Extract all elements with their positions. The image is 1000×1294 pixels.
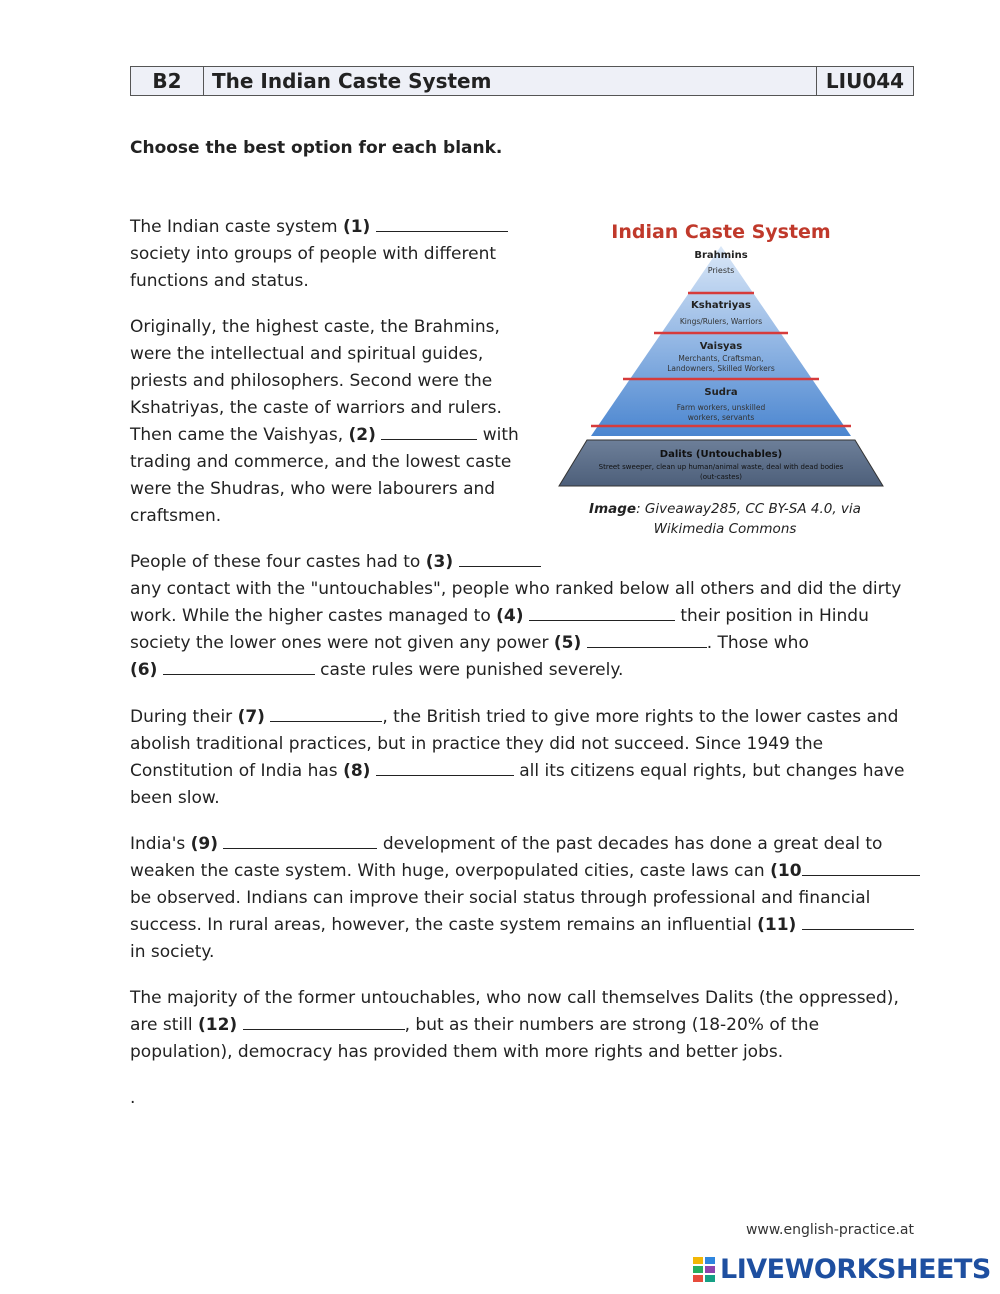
blank-8[interactable] (376, 759, 514, 776)
paragraph-6: The majority of the former untouchables, who now call themselves Dalits (the oppressed), are still (12) , but as their numbers are strong (18-20% of the population), democracy has provided them with more rights and better jobs. (130, 988, 899, 1062)
figure-title: Indian Caste System (611, 221, 831, 243)
svg-text:workers, servants: workers, servants (687, 413, 755, 422)
blank-number-12: (12) (198, 1015, 238, 1035)
blank-number-9: (9) (190, 834, 219, 854)
blank-number-1: (1) (342, 217, 371, 237)
trailing-dot: . (130, 1088, 136, 1108)
instruction: Choose the best option for each blank. (130, 138, 503, 158)
svg-text:Dalits (Untouchables): Dalits (Untouchables) (659, 449, 783, 460)
blank-1[interactable] (376, 215, 508, 232)
svg-text:Kshatriyas: Kshatriyas (691, 300, 751, 311)
svg-text:Vaisyas: Vaisyas (699, 341, 743, 352)
svg-text:(out-castes): (out-castes) (700, 473, 742, 481)
blank-4[interactable] (529, 604, 675, 621)
brand-name: LIVEWORKSHEETS (720, 1253, 991, 1285)
level-cell: B2 (131, 67, 204, 96)
blank-number-8: (8) (343, 761, 371, 781)
blank-number-7: (7) (237, 707, 265, 727)
liveworksheets-brand[interactable] (692, 1252, 991, 1286)
worksheet-header (130, 66, 914, 96)
code-cell: LIU044 (817, 67, 914, 96)
blank-6[interactable] (163, 658, 315, 675)
figure-caption: Image: Giveaway285, CC BY-SA 4.0, via Wikimedia Commons (589, 501, 861, 537)
blank-12[interactable] (243, 1013, 405, 1030)
blank-3[interactable] (459, 550, 541, 567)
footer-url: www.english-practice.at (745, 1222, 914, 1238)
paragraph-5: India's (9) development of the past decades has done a great deal to weaken the caste system. With huge, overpopulated cities, caste laws can (10 be observed. Indians can improve their social status through professional and financial success. In rural areas, however, the caste system remains an influential (11) in society. (130, 831, 930, 966)
blank-number-10: (10 (770, 861, 802, 881)
blank-number-11: (11) (757, 915, 797, 935)
blank-9[interactable] (223, 832, 377, 849)
svg-text:Merchants, Craftsman,: Merchants, Craftsman, (678, 354, 764, 363)
blank-5[interactable] (587, 631, 707, 648)
blank-number-4: (4) (496, 606, 524, 626)
blank-number-3: (3) (425, 552, 454, 572)
svg-text:Brahmins: Brahmins (694, 250, 748, 261)
paragraph-1: The Indian caste system (1) society into groups of people with different functions and status. (130, 214, 530, 295)
paragraph-4: During their (7) , the British tried to give more rights to the lower castes and abolish traditional practices, but in practice they did not succeed. Since 1949 the Constitution of India has (8) all its citizens equal rights, but changes have been slow. (130, 707, 905, 808)
blank-number-6: (6) (130, 660, 158, 680)
paragraph-3: People of these four castes had to (3) any contact with the "untouchables", people who ranked below all others and did the dirty work. While the higher castes managed to (4) their position in Hindu society the lower ones were not given any power (5) . Those who (6) caste rules were punished severely. (130, 552, 902, 680)
svg-text:Farm workers, unskilled: Farm workers, unskilled (676, 403, 766, 412)
blank-11[interactable] (802, 913, 914, 930)
blank-number-5: (5) (553, 633, 582, 653)
blank-2[interactable] (381, 423, 477, 440)
caste-pyramid-svg (553, 214, 889, 488)
svg-text:Street sweeper, clean up human: Street sweeper, clean up human/animal waste, deal with dead bodies (598, 463, 844, 471)
svg-text:Landowners, Skilled Workers: Landowners, Skilled Workers (667, 364, 775, 373)
blank-10[interactable] (802, 859, 920, 876)
blank-number-2: (2) (348, 425, 376, 445)
blank-7[interactable] (270, 705, 382, 722)
title-cell: The Indian Caste System (204, 67, 817, 96)
caste-pyramid-image (553, 214, 889, 492)
liveworksheets-logo-icon (692, 1255, 716, 1283)
svg-text:Kings/Rulers, Warriors: Kings/Rulers, Warriors (679, 317, 763, 326)
svg-text:Sudra: Sudra (704, 387, 738, 398)
svg-text:Priests: Priests (707, 266, 735, 275)
paragraph-2: Originally, the highest caste, the Brahmins, were the intellectual and spiritual guides, priests and philosophers. Second were the Kshatriyas, the caste of warriors and rulers. Then came the Vaishyas, (2) with trading and commerce, and the lowest caste were the Shudras, who were labourers and craftsmen. (130, 317, 519, 526)
